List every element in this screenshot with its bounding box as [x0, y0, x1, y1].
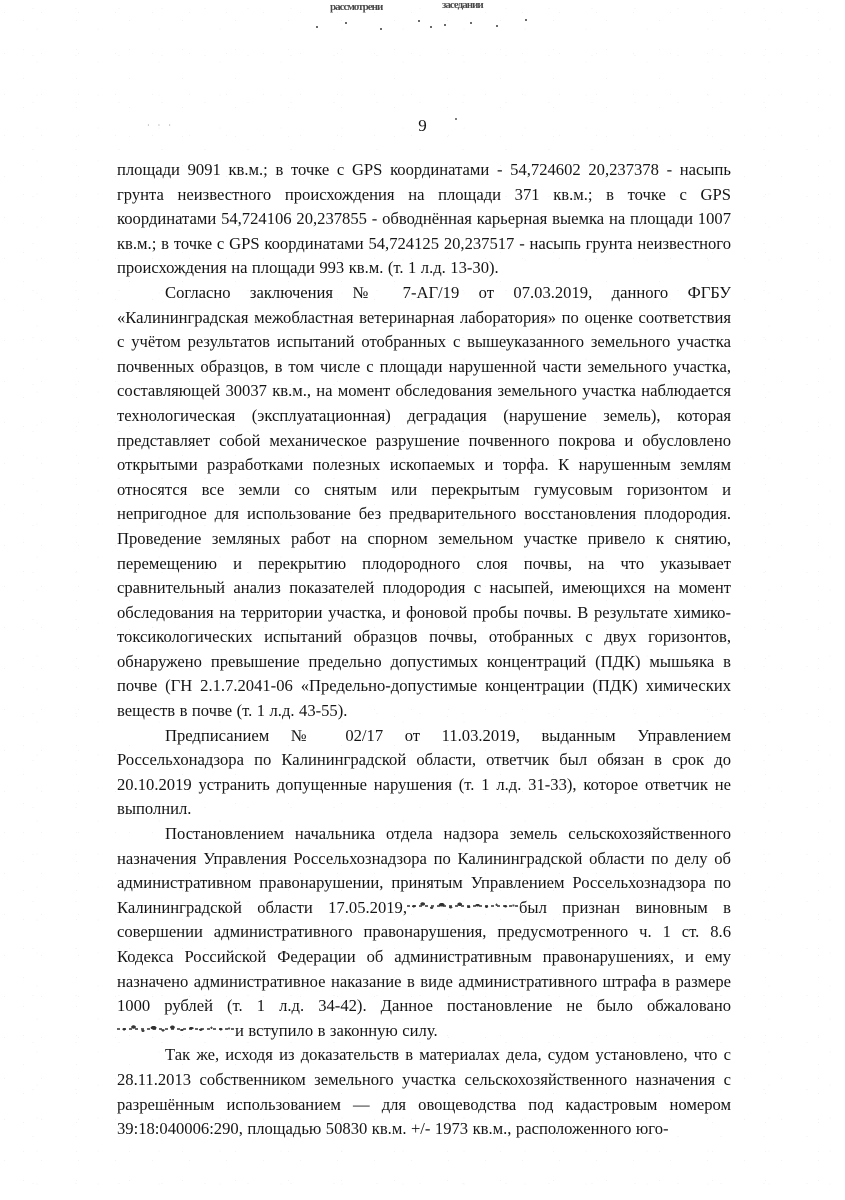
paragraph-lab-conclusion: Согласно заключения № 7-АГ/19 от 07.03.2019, данного ФГБУ «Калининградская межобластная ветеринарная лаборатория» по оценке соответствия с учётом результатов испытаний отобранных с вышеуказанного земельного участка почвенных образцов, в том числе с площади нарушенной части земельного участка, составляющей 30037 кв.м., на момент обследования земельного участка наблюдается технологическая (эксплуатационная) деградация (нарушение земель), которая представляет собой механическое разрушение почвенного покрова и обусловлено открытыми разработками полезных ископаемых и торфа. К нарушенным землям относятся все земли со снятым или перекрытым гумусовым горизонтом и непригодное для использование без предварительного восстановления плодородия. Проведение земляных работ на спорном земельном участке привело к снятию, перемещению и перекрытию плодородного слоя почвы, на что указывает сравнительный анализ показателей плодородия с насыпей, имеющихся на момент обследования на территории участка, и фоновой пробы почвы. В результате химико-токсикологических испытаний образцов почвы, отобранных с двух горизонтов, обнаружено превышение предельно допустимых концентраций (ПДК) мышьяка в почве (ГН 2.1.7.2041-06 «Предельно-допустимые концентрации (ПДК) химических веществ в почве (т. 1 л.д. 43-55).: [117, 282, 731, 721]
page-number-speck: [455, 118, 457, 120]
paragraph-administrative-ruling: [117, 822, 731, 1043]
scan-artifacts: [0, 0, 845, 60]
paragraph-gps-coordinates: площади 9091 кв.м.; в точке с GPS координатами - 54,724602 20,237378 - насыпь грунта неизвестного происхождения на площади 371 кв.м.; в точке с GPS координатами 54,724106 20,237855 - обводнённая карьерная выемка на площади 1007 кв.м.; в точке с GPS координатами 54,724125 20,237517 - насыпь грунта неизвестного происхождения на площади 993 кв.м. (т. 1 л.д. 13-30).: [117, 160, 731, 278]
ruling-text-tail: и вступило в законную силу.: [235, 1020, 438, 1040]
redacted-name-1: [407, 898, 519, 913]
document-body: [117, 158, 731, 1142]
scan-speck: [345, 22, 347, 24]
scan-speck: [430, 26, 432, 28]
paragraph-prescription: Предписанием № 02/17 от 11.03.2019, выданным Управлением Россельхонадзора по Калининградской области, ответчик был обязан в срок до 20.10.2019 устранить допущенные нарушения (т. 1 л.д. 31-33), которое ответчик не выполнил.: [117, 725, 731, 819]
ruling-text-before-redaction: Постановлением начальника отдела надзора земель сельскохозяйственного назначения Управления Россельхознадзора по Калининградской области по делу об административном правонарушении, принятым Управлением Россельхознадзора по Калининградской области 17.05.2019,: [117, 824, 731, 917]
ruling-text-after-redaction: был признан виновным в совершении административного правонарушения, предусмотренного ч. 1 ст. 8.6 Кодекса Российской Федерации об административным правонарушениях, и ему назначено административное наказание в виде административного штрафа в размере 1000 рублей (т. 1 л.д. 34-42). Данное постановление не было обжаловано: [117, 897, 731, 1016]
top-smudge-left-artifact: рассмотрени: [330, 2, 383, 13]
scan-speck: [418, 20, 420, 22]
scan-speck: [380, 28, 382, 30]
page-number: 9: [418, 116, 427, 135]
scan-speck: [316, 26, 318, 28]
scan-speck: [444, 24, 446, 26]
redacted-name-2: [117, 1021, 235, 1036]
paragraph-ownership-findings: Так же, исходя из доказательств в материалах дела, судом установлено, что с 28.11.2013 собственником земельного участка сельскохозяйственного назначения с разрешённым использованием — для овощеводства под кадастровым номером 39:18:040006:290, площадью 50830 кв.м. +/- 1973 кв.м., расположенного юго-: [117, 1045, 731, 1139]
side-dots-artifact: · · ·: [147, 121, 174, 130]
scan-speck: [496, 25, 498, 27]
top-smudge-right-artifact: заседании: [442, 0, 483, 11]
scan-speck: [470, 22, 472, 24]
scan-speck: [525, 19, 527, 21]
